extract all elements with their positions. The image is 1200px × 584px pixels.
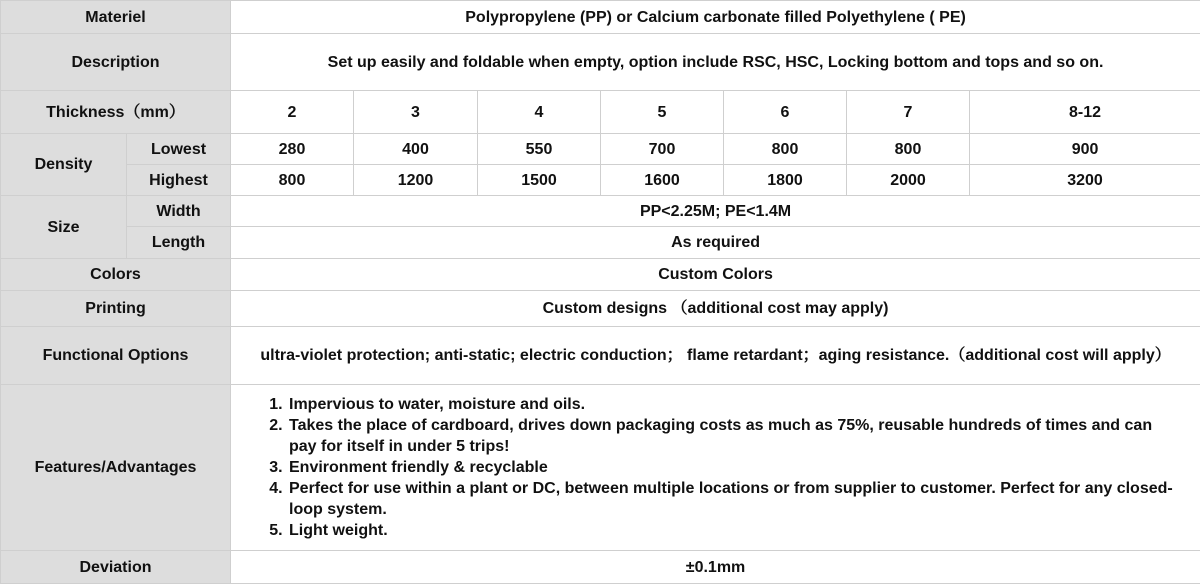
density-lowest-value: 550 [478,134,601,165]
functional-options-label: Functional Options [1,327,231,385]
density-lowest-value: 800 [847,134,970,165]
list-item: 3. Environment friendly & recyclable [287,457,1180,478]
thickness-value: 7 [847,91,970,134]
description-value: Set up easily and foldable when empty, option include RSC, HSC, Locking bottom and tops and so on. [231,34,1200,91]
density-lowest-value: 800 [724,134,847,165]
density-lowest-value: 400 [354,134,478,165]
row-thickness [1,91,1200,134]
density-highest-value: 1600 [601,165,724,196]
density-highest-label: Highest [127,165,231,196]
size-width-value: PP<2.25M; PE<1.4M [231,196,1200,227]
features-list [231,394,1200,541]
printing-label: Printing [1,291,231,327]
row-description [1,34,1200,91]
features-label: Features/Advantages [1,385,231,551]
materiel-label: Materiel [1,1,231,34]
list-item: 5. Light weight. [287,520,1180,541]
row-colors [1,259,1200,291]
printing-value: Custom designs （additional cost may apply) [231,291,1200,327]
colors-label: Colors [1,259,231,291]
size-label: Size [1,196,127,259]
density-highest-value: 1200 [354,165,478,196]
row-density-highest [1,165,1200,196]
density-lowest-label: Lowest [127,134,231,165]
thickness-value: 6 [724,91,847,134]
row-materiel [1,1,1200,34]
description-label: Description [1,34,231,91]
thickness-label: Thickness（mm） [1,91,231,134]
deviation-value: ±0.1mm [231,551,1200,584]
list-item: 4. Perfect for use within a plant or DC, between multiple locations or from supplier to customer. Perfect for any closed-loop system. [287,478,1180,520]
features-cell [231,385,1200,551]
row-features [1,385,1200,551]
row-size-length [1,227,1200,259]
thickness-value: 4 [478,91,601,134]
row-functional-options [1,327,1200,385]
list-item: 2. Takes the place of cardboard, drives down packaging costs as much as 75%, reusable hundreds of times and can pay for itself in under 5 trips! [287,415,1180,457]
deviation-label: Deviation [1,551,231,584]
thickness-value: 5 [601,91,724,134]
density-highest-value: 3200 [970,165,1200,196]
density-highest-value: 2000 [847,165,970,196]
row-printing [1,291,1200,327]
density-lowest-value: 900 [970,134,1200,165]
materiel-value: Polypropylene (PP) or Calcium carbonate filled Polyethylene ( PE) [231,1,1200,34]
functional-options-value: ultra-violet protection; anti-static; electric conduction； flame retardant；aging resistance.（additional cost will apply） [231,327,1200,385]
density-lowest-value: 700 [601,134,724,165]
density-label: Density [1,134,127,196]
thickness-value: 8-12 [970,91,1200,134]
row-deviation [1,551,1200,584]
size-length-label: Length [127,227,231,259]
colors-value: Custom Colors [231,259,1200,291]
density-highest-value: 1500 [478,165,601,196]
size-length-value: As required [231,227,1200,259]
density-highest-value: 800 [231,165,354,196]
row-density-lowest [1,134,1200,165]
row-size-width [1,196,1200,227]
density-lowest-value: 280 [231,134,354,165]
list-item: 1. Impervious to water, moisture and oils. [287,394,1180,415]
thickness-value: 2 [231,91,354,134]
density-highest-value: 1800 [724,165,847,196]
thickness-value: 3 [354,91,478,134]
size-width-label: Width [127,196,231,227]
